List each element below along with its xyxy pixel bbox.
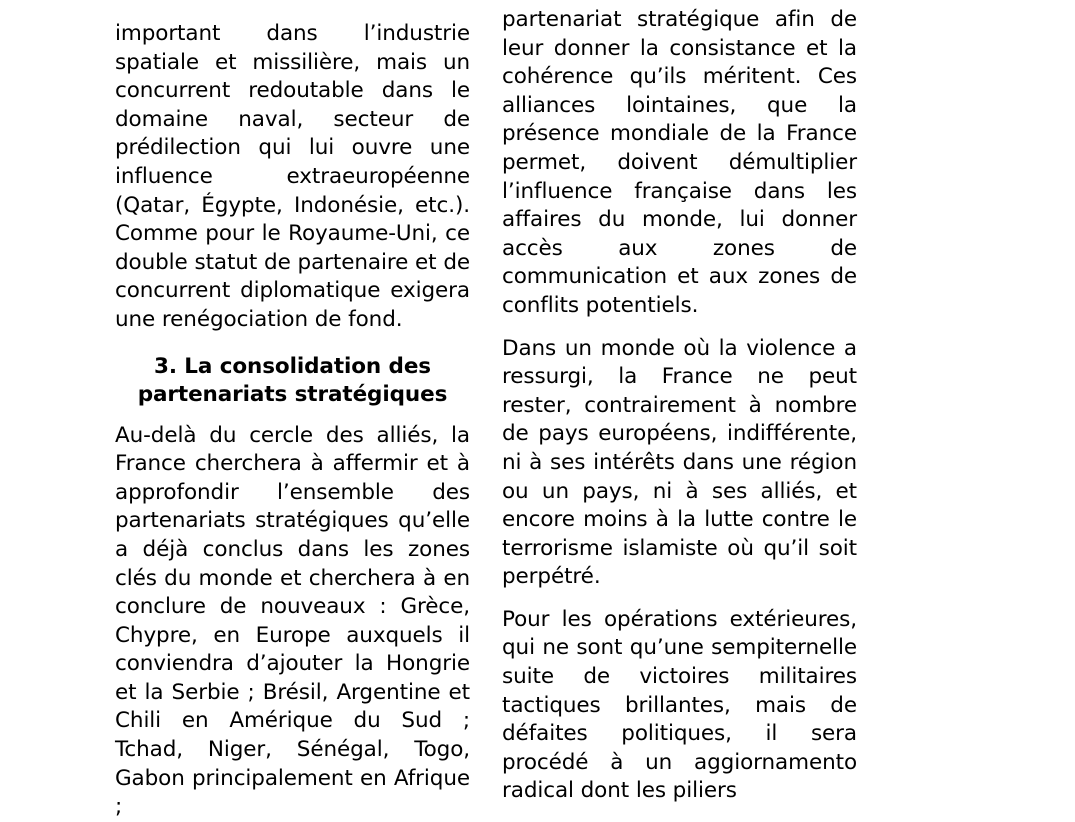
left-column bbox=[0, 0, 470, 822]
paragraph: Dans un monde où la violence a ressurgi, la France ne peut rester, contrairement à nombre de pays européens, indifférente, ni à ses intérêts dans une région ou un pays, ni à ses alliés, et encore moins à la lutte contre le terrorisme islamiste où qu’il soit perpétré. bbox=[502, 335, 857, 590]
paragraph: Pour les opérations extérieures, qui ne sont qu’une sempiternelle suite de victoires militaires tactiques brillantes, mais de défaites politiques, il sera procédé à un aggiornamento radical dont les piliers bbox=[502, 606, 857, 804]
section-heading: 3. La consolidation des partenariats stratégiques bbox=[137, 353, 448, 408]
paragraph: important dans l’industrie spatiale et missilière, mais un concurrent redoutable dans le domaine naval, secteur de prédilection qui lui ouvre une influence extraeuropéenne (Qatar, Égypte, Indonésie, etc.). Comme pour le Royaume-Uni, ce double statut de partenaire et de concurrent diplomatique exigera une renégociation de fond. bbox=[115, 21, 470, 332]
paragraph: Au-delà du cercle des alliés, la France cherchera à affermir et à approfondir l’ensemble des partenariats stratégiques qu’elle a déjà conclus dans les zones clés du monde et cherchera à en conclure de nouveaux : Grèce, Chypre, en Europe auxquels il conviendra d’ajouter la Hongrie et la Serbie ; Brésil, Argentine et Chili en Amérique du Sud ; Tchad, Niger, Sénégal, Togo, Gabon principalement en Afrique ; bbox=[115, 422, 470, 820]
paragraph: partenariat stratégique afin de leur donner la consistance et la cohérence qu’ils méritent. Ces alliances lointaines, que la présence mondiale de la France permet, doivent démultiplier l’influence française dans les affaires du monde, lui donner accès aux zones de communication et aux zones de conflits potentiels. bbox=[502, 7, 857, 318]
right-column bbox=[502, 0, 1075, 806]
